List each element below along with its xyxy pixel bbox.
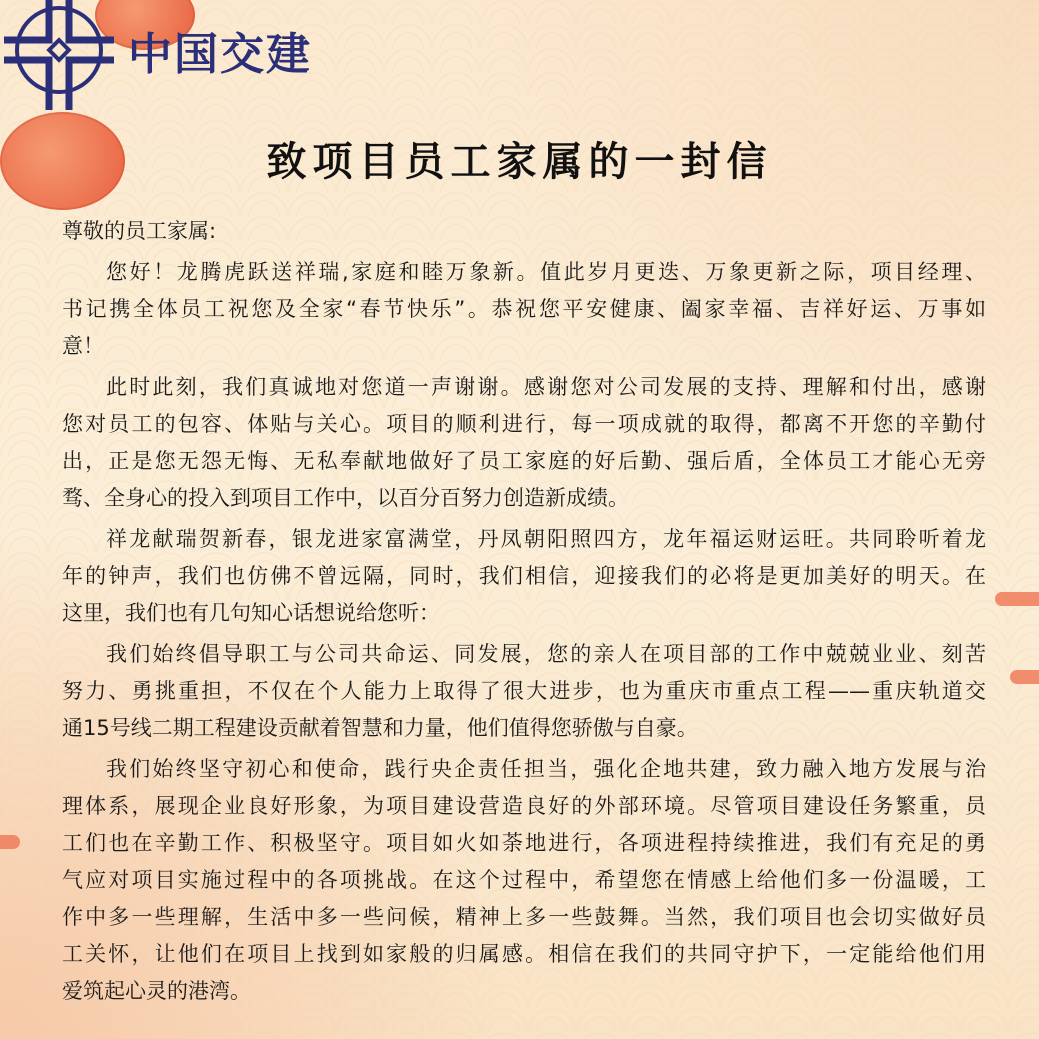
letter-title: 致项目员工家属的一封信 bbox=[266, 139, 773, 185]
paragraph-line: 书记携全体员工祝您及全家“春节快乐”。恭祝您平安健康、阖家幸福、吉祥好运、万事如 bbox=[62, 297, 986, 321]
ribbon-decoration bbox=[0, 835, 20, 849]
paragraph-line: 您对员工的包容、体贴与关心。项目的顺利进行，每一项成就的取得，都离不开您的辛勤付 bbox=[62, 412, 986, 436]
paragraph-line: 通15号线二期工程建设贡献着智慧和力量，他们值得您骄傲与自豪。 bbox=[62, 716, 698, 740]
paragraph-line: 努力、勇挑重担，不仅在个人能力上取得了很大进步，也为重庆市重点工程——重庆轨道交 bbox=[62, 679, 986, 703]
paragraph bbox=[62, 636, 986, 747]
ribbon-decoration bbox=[1010, 670, 1039, 684]
paragraph-line: 工们也在辛勤工作、积极坚守。项目如火如荼地进行，各项进程持续推进，我们有充足的勇 bbox=[62, 831, 986, 855]
paragraph-line: 出，正是您无怨无悔、无私奉献地做好了员工家庭的好后勤、强后盾，全体员工才能心无旁 bbox=[62, 449, 986, 473]
paragraph bbox=[62, 254, 986, 365]
paragraph-line: 我们始终坚守初心和使命，践行央企责任担当，强化企地共建，致力融入地方发展与治 bbox=[106, 757, 986, 781]
paragraph-line: 此时此刻，我们真诚地对您道一声谢谢。感谢您对公司发展的支持、理解和付出，感谢 bbox=[106, 375, 986, 399]
logo-text: 中国交建 bbox=[128, 29, 312, 80]
paragraph-line: 祥龙献瑞贺新春，银龙进家富满堂，丹凤朝阳照四方，龙年福运财运旺。共同聆听着龙 bbox=[106, 527, 986, 551]
paragraph-line: 您好！龙腾虎跃送祥瑞,家庭和睦万象新。值此岁月更迭、万象更新之际，项目经理、 bbox=[106, 260, 986, 284]
letter-body bbox=[62, 213, 986, 1014]
paragraph bbox=[62, 751, 986, 1010]
paragraph-line: 意！ bbox=[62, 334, 104, 358]
paragraph-line: 气应对项目实施过程中的各项挑战。在这个过程中，希望您在情感上给他们多一份温暖，工 bbox=[62, 868, 986, 892]
paragraph-line: 这里，我们也有几句知心话想说给您听： bbox=[62, 601, 440, 625]
paragraph-line: 爱筑起心灵的港湾。 bbox=[62, 979, 251, 1003]
paragraph-line: 作中多一些理解，生活中多一些问候，精神上多一些鼓舞。当然，我们项目也会切实做好员 bbox=[62, 905, 986, 929]
logo-emblem-icon bbox=[4, 0, 114, 110]
paragraph bbox=[62, 521, 986, 632]
paragraph bbox=[62, 369, 986, 517]
salutation: 尊敬的员工家属: bbox=[62, 219, 217, 243]
paragraph-line: 工关怀，让他们在项目上找到如家般的归属感。相信在我们的共同守护下，一定能给他们用 bbox=[62, 942, 986, 966]
paragraph-line: 我们始终倡导职工与公司共命运、同发展，您的亲人在项目部的工作中兢兢业业、刻苦 bbox=[106, 642, 986, 666]
company-logo bbox=[4, 0, 312, 110]
paragraph-line: 理体系，展现企业良好形象，为项目建设营造良好的外部环境。尽管项目建设任务繁重，员 bbox=[62, 794, 986, 818]
paragraph-line: 骛、全身心的投入到项目工作中，以百分百努力创造新成绩。 bbox=[62, 486, 629, 510]
paragraph-line: 年的钟声，我们也仿佛不曾远隔，同时，我们相信，迎接我们的必将是更加美好的明天。在 bbox=[62, 564, 986, 588]
ribbon-decoration bbox=[995, 592, 1039, 606]
